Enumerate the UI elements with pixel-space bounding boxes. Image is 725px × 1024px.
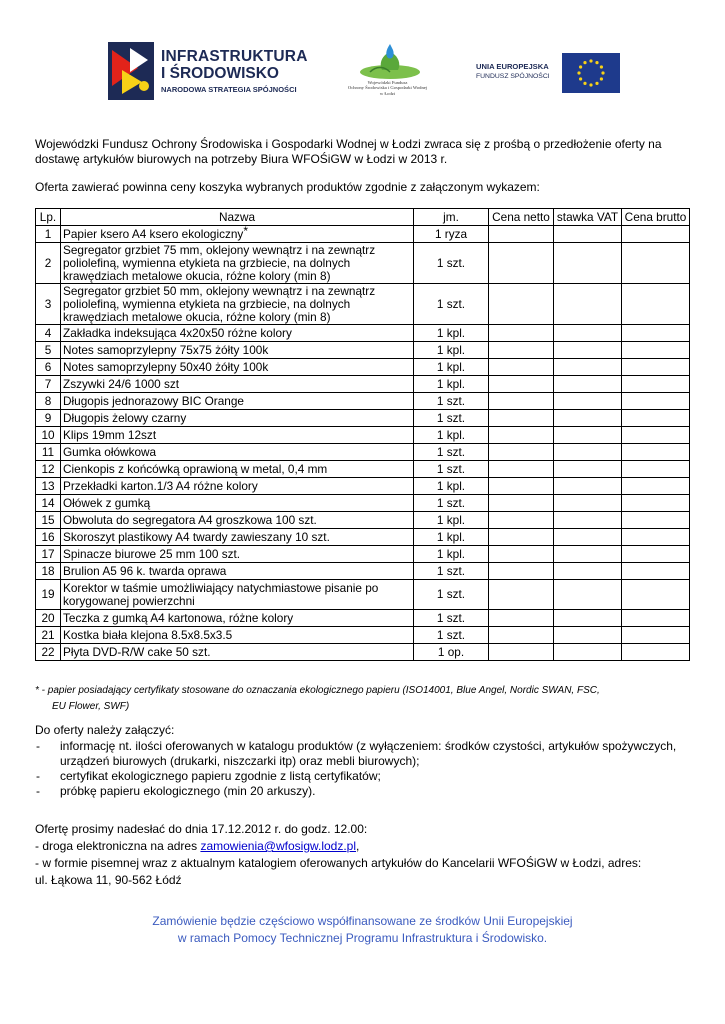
cell-lp: 8 — [36, 393, 61, 410]
table-row — [36, 546, 690, 563]
cell-gross-price — [622, 546, 690, 563]
cell-gross-price — [622, 512, 690, 529]
cell-gross-price — [622, 580, 690, 610]
cell-lp: 5 — [36, 342, 61, 359]
cell-unit: 1 kpl. — [414, 359, 489, 376]
cell-name — [61, 243, 414, 284]
table-row — [36, 243, 690, 284]
footnote-line-2: EU Flower, SWF) — [52, 701, 130, 712]
dash-marker: - — [36, 739, 40, 753]
cell-name — [61, 478, 414, 495]
footnote-marker: * — [243, 223, 248, 238]
cell-lp: 17 — [36, 546, 61, 563]
cell-net-price — [489, 512, 554, 529]
cell-vat-rate — [554, 444, 622, 461]
cell-unit: 1 szt. — [414, 580, 489, 610]
wfosigw-caption-2: Ochrony Środowiska i Gospodarki Wodnej — [347, 85, 428, 91]
infrastruktura-logo — [108, 40, 318, 104]
cell-net-price — [489, 325, 554, 342]
cell-unit: 1 ryza — [414, 226, 489, 243]
email-prefix: - droga elektroniczna na adres — [35, 839, 201, 853]
eu-logo — [468, 48, 628, 98]
infra-title-1: INFRASTRUKTURA — [161, 48, 308, 65]
cell-vat-rate — [554, 243, 622, 284]
wfosigw-caption — [330, 80, 445, 96]
cell-name — [61, 342, 414, 359]
product-name: Płyta DVD-R/W cake 50 szt. — [63, 644, 211, 659]
product-name: Klips 19mm 12szt — [63, 427, 157, 442]
cell-net-price — [489, 410, 554, 427]
cell-name — [61, 610, 414, 627]
cell-lp: 6 — [36, 359, 61, 376]
wfosigw-emblem-icon — [330, 42, 445, 82]
cell-net-price — [489, 393, 554, 410]
intro-line-2: dostawę artykułów biurowych na potrzeby Biura WFOŚiGW w Łodzi w 2013 r. — [35, 152, 448, 166]
header-name: Nazwa — [61, 209, 414, 226]
cell-net-price — [489, 580, 554, 610]
attachment-item — [35, 739, 700, 769]
cell-name — [61, 444, 414, 461]
cell-net-price — [489, 478, 554, 495]
cell-gross-price — [622, 427, 690, 444]
eu-title: UNIA EUROPEJSKA — [476, 62, 549, 71]
offer-paper-line: - w formie pisemnej wraz z aktualnym katalogiem oferowanych artykułów do Kancelarii WFOŚiGW w Łodzi, adres: — [35, 856, 642, 870]
header-gross-price: Cena brutto — [622, 209, 690, 226]
cell-gross-price — [622, 284, 690, 325]
cell-unit: 1 kpl. — [414, 342, 489, 359]
cell-vat-rate — [554, 512, 622, 529]
offer-address: ul. Łąkowa 11, 90-562 Łódź — [35, 873, 182, 887]
cell-vat-rate — [554, 529, 622, 546]
cell-gross-price — [622, 359, 690, 376]
table-row — [36, 393, 690, 410]
cell-lp: 1 — [36, 226, 61, 243]
cell-net-price — [489, 342, 554, 359]
cell-gross-price — [622, 444, 690, 461]
cell-name — [61, 580, 414, 610]
cell-lp: 7 — [36, 376, 61, 393]
cell-lp: 12 — [36, 461, 61, 478]
cell-net-price — [489, 226, 554, 243]
email-link[interactable]: zamowienia@wfosigw.lodz.pl — [200, 839, 357, 853]
cell-vat-rate — [554, 610, 622, 627]
table-row — [36, 495, 690, 512]
attachments-title: Do oferty należy załączyć: — [35, 723, 175, 737]
product-name: Zszywki 24/6 1000 szt — [63, 376, 180, 391]
product-name: Długopis jednorazowy BIC Orange — [63, 393, 244, 408]
cell-gross-price — [622, 226, 690, 243]
product-name: Cienkopis z końcówką oprawioną w metal, 0,4 mm — [63, 461, 328, 476]
cell-lp: 4 — [36, 325, 61, 342]
cell-lp: 10 — [36, 427, 61, 444]
attachment-item — [35, 769, 700, 784]
footnote — [35, 683, 675, 715]
cell-net-price — [489, 529, 554, 546]
cell-gross-price — [622, 342, 690, 359]
cell-vat-rate — [554, 393, 622, 410]
table-row — [36, 226, 690, 243]
product-name: Długopis żelowy czarny — [63, 410, 187, 425]
cell-name — [61, 461, 414, 478]
cell-net-price — [489, 284, 554, 325]
cell-name — [61, 644, 414, 661]
table-row — [36, 610, 690, 627]
cell-unit: 1 kpl. — [414, 325, 489, 342]
cell-name — [61, 529, 414, 546]
product-name: Zakładka indeksująca 4x20x50 różne kolory — [63, 325, 292, 340]
offer-deadline: Ofertę prosimy nadesłać do dnia 17.12.2012 r. do godz. 12.00: — [35, 822, 368, 836]
cell-name — [61, 359, 414, 376]
cell-vat-rate — [554, 580, 622, 610]
cell-lp: 11 — [36, 444, 61, 461]
cell-unit: 1 szt. — [414, 393, 489, 410]
table-row — [36, 410, 690, 427]
table-row — [36, 580, 690, 610]
cell-name — [61, 512, 414, 529]
cell-lp: 3 — [36, 284, 61, 325]
cell-vat-rate — [554, 495, 622, 512]
cell-name — [61, 410, 414, 427]
cell-name — [61, 376, 414, 393]
cell-unit: 1 kpl. — [414, 512, 489, 529]
wfosigw-caption-3: w Łodzi — [379, 90, 396, 96]
funding-line-1: Zamówienie będzie częściowo współfinansowane ze środków Unii Europejskiej — [152, 914, 573, 928]
cell-unit: 1 szt. — [414, 563, 489, 580]
attachment-text: certyfikat ekologicznego papieru zgodnie z listą certyfikatów; — [60, 769, 381, 783]
infra-subtitle: NARODOWA STRATEGIA SPÓJNOŚCI — [161, 85, 297, 94]
cell-lp: 22 — [36, 644, 61, 661]
cell-unit: 1 op. — [414, 644, 489, 661]
cell-net-price — [489, 461, 554, 478]
cell-vat-rate — [554, 226, 622, 243]
cell-net-price — [489, 243, 554, 284]
header-logos — [0, 0, 725, 110]
table-row — [36, 444, 690, 461]
cell-vat-rate — [554, 342, 622, 359]
product-name: Papier ksero A4 ksero ekologiczny — [63, 226, 244, 241]
product-name: Gumka ołówkowa — [63, 444, 157, 459]
cell-unit: 1 kpl. — [414, 427, 489, 444]
cell-unit: 1 kpl. — [414, 376, 489, 393]
cell-gross-price — [622, 495, 690, 512]
table-row — [36, 284, 690, 325]
cell-name — [61, 427, 414, 444]
cell-vat-rate — [554, 376, 622, 393]
cell-unit: 1 szt. — [414, 444, 489, 461]
cell-gross-price — [622, 644, 690, 661]
cell-net-price — [489, 359, 554, 376]
cell-vat-rate — [554, 644, 622, 661]
cell-name — [61, 563, 414, 580]
cell-unit: 1 kpl. — [414, 478, 489, 495]
cell-vat-rate — [554, 325, 622, 342]
product-name: Ołówek z gumką — [63, 495, 151, 510]
cell-lp: 20 — [36, 610, 61, 627]
cell-unit: 1 szt. — [414, 243, 489, 284]
product-name: Spinacze biurowe 25 mm 100 szt. — [63, 546, 241, 561]
cell-lp: 2 — [36, 243, 61, 284]
cell-unit: 1 kpl. — [414, 529, 489, 546]
product-name: Kostka biała klejona 8.5x8.5x3.5 — [63, 627, 233, 642]
infra-title-2: I ŚRODOWISKO — [161, 65, 279, 82]
cell-unit: 1 szt. — [414, 610, 489, 627]
product-name: Brulion A5 96 k. twarda oprawa — [63, 563, 227, 578]
offer-section — [35, 821, 695, 889]
cell-vat-rate — [554, 627, 622, 644]
cell-name — [61, 284, 414, 325]
cell-net-price — [489, 644, 554, 661]
cell-unit: 1 szt. — [414, 284, 489, 325]
wfosigw-caption-1: Wojewódzki Fundusz — [367, 80, 408, 85]
cell-lp: 14 — [36, 495, 61, 512]
product-name: Notes samoprzylepny 75x75 żółty 100k — [63, 342, 269, 357]
cell-gross-price — [622, 627, 690, 644]
cell-lp: 19 — [36, 580, 61, 610]
table-row — [36, 461, 690, 478]
cell-gross-price — [622, 461, 690, 478]
cell-gross-price — [622, 478, 690, 495]
attachment-text: informację nt. ilości oferowanych w katalogu produktów (z wyłączeniem: środków czystości, artykułów spożywczych, urządzeń biurowych (drukarki, niszczarki itp) oraz mebli biurowych); — [60, 739, 677, 768]
product-name: Segregator grzbiet 50 mm, oklejony wewnątrz i na zewnątrz poliolefiną, wymienna etykieta na grzbiecie, na dolnych krawędziach metalowe okucia, różne kolory (min 8) — [63, 283, 376, 324]
cell-lp: 9 — [36, 410, 61, 427]
cell-net-price — [489, 610, 554, 627]
cell-name — [61, 495, 414, 512]
products-table — [35, 208, 690, 661]
cell-net-price — [489, 546, 554, 563]
cell-lp: 13 — [36, 478, 61, 495]
cell-net-price — [489, 563, 554, 580]
cell-name — [61, 223, 414, 243]
funding-line-2: w ramach Pomocy Technicznej Programu Infrastruktura i Środowisko. — [177, 931, 548, 945]
table-row — [36, 563, 690, 580]
cell-gross-price — [622, 393, 690, 410]
header-vat-rate: stawka VAT — [554, 209, 622, 226]
cell-net-price — [489, 376, 554, 393]
cell-net-price — [489, 427, 554, 444]
intro-line-1: Wojewódzki Fundusz Ochrony Środowiska i Gospodarki Wodnej w Łodzi zwraca się z prośbą o przedłożenie oferty na — [35, 137, 662, 151]
cell-gross-price — [622, 325, 690, 342]
cell-name — [61, 627, 414, 644]
eu-flag-icon — [562, 53, 620, 93]
table-row — [36, 529, 690, 546]
basket-paragraph: Oferta zawierać powinna ceny koszyka wybranych produktów zgodnie z załączonym wykazem: — [35, 180, 540, 194]
cell-gross-price — [622, 563, 690, 580]
table-row — [36, 359, 690, 376]
cell-lp: 21 — [36, 627, 61, 644]
cell-gross-price — [622, 243, 690, 284]
funding-note — [0, 913, 725, 947]
cell-name — [61, 325, 414, 342]
cell-net-price — [489, 444, 554, 461]
eu-subtitle: FUNDUSZ SPÓJNOŚCI — [476, 73, 550, 80]
cell-unit: 1 kpl. — [414, 546, 489, 563]
cell-vat-rate — [554, 427, 622, 444]
product-name: Przekładki karton.1/3 A4 różne kolory — [63, 478, 258, 493]
header-net-price: Cena netto — [489, 209, 554, 226]
cell-name — [61, 393, 414, 410]
table-row — [36, 478, 690, 495]
cell-net-price — [489, 495, 554, 512]
cell-lp: 15 — [36, 512, 61, 529]
cell-vat-rate — [554, 359, 622, 376]
product-name: Skoroszyt plastikowy A4 twardy zawieszany 10 szt. — [63, 529, 330, 544]
cell-unit: 1 szt. — [414, 495, 489, 512]
product-name: Korektor w taśmie umożliwiający natychmiastowe pisanie po korygowanej powierzchni — [63, 580, 379, 608]
cell-gross-price — [622, 410, 690, 427]
cell-lp: 18 — [36, 563, 61, 580]
cell-name — [61, 546, 414, 563]
table-row — [36, 512, 690, 529]
header-lp: Lp. — [36, 209, 61, 226]
table-body — [36, 223, 690, 661]
table-row — [36, 376, 690, 393]
cell-unit: 1 szt. — [414, 461, 489, 478]
cell-lp: 16 — [36, 529, 61, 546]
cell-unit: 1 szt. — [414, 627, 489, 644]
attachment-item — [35, 784, 700, 799]
product-name: Segregator grzbiet 75 mm, oklejony wewnątrz i na zewnątrz poliolefiną, wymienna etykieta na grzbiecie, na dolnych krawędziach metalowe okucia, różne kolory (min 8) — [63, 242, 376, 283]
cell-gross-price — [622, 610, 690, 627]
table-header-row — [36, 209, 690, 226]
table-row — [36, 325, 690, 342]
cell-vat-rate — [554, 546, 622, 563]
dash-marker: - — [36, 784, 40, 798]
table-row — [36, 644, 690, 661]
table-row — [36, 627, 690, 644]
cell-vat-rate — [554, 284, 622, 325]
cell-unit: 1 szt. — [414, 410, 489, 427]
product-name: Notes samoprzylepny 50x40 żółty 100k — [63, 359, 269, 374]
attachment-text: próbkę papieru ekologicznego (min 20 arkuszy). — [60, 784, 316, 798]
cell-net-price — [489, 627, 554, 644]
table-row — [36, 427, 690, 444]
intro-paragraph — [35, 137, 662, 167]
wfosigw-logo — [330, 42, 445, 104]
cell-gross-price — [622, 376, 690, 393]
cell-vat-rate — [554, 478, 622, 495]
dash-marker: - — [36, 769, 40, 783]
cell-vat-rate — [554, 563, 622, 580]
attachments-section — [35, 723, 700, 799]
header-unit: jm. — [414, 209, 489, 226]
footnote-line-1: * - papier posiadający certyfikaty stosowane do oznaczania ekologicznego papieru (ISO14001, Blue Angel, Nordic SWAN, FSC, — [35, 685, 600, 696]
cell-vat-rate — [554, 410, 622, 427]
cell-gross-price — [622, 529, 690, 546]
cell-vat-rate — [554, 461, 622, 478]
email-suffix: , — [356, 839, 360, 853]
product-name: Teczka z gumką A4 kartonowa, różne kolory — [63, 610, 294, 625]
offer-email-line — [35, 838, 695, 855]
product-name: Obwoluta do segregatora A4 groszkowa 100 szt. — [63, 512, 317, 527]
table-row — [36, 342, 690, 359]
attachments-list — [35, 739, 700, 799]
infrastruktura-emblem-icon — [108, 40, 158, 102]
